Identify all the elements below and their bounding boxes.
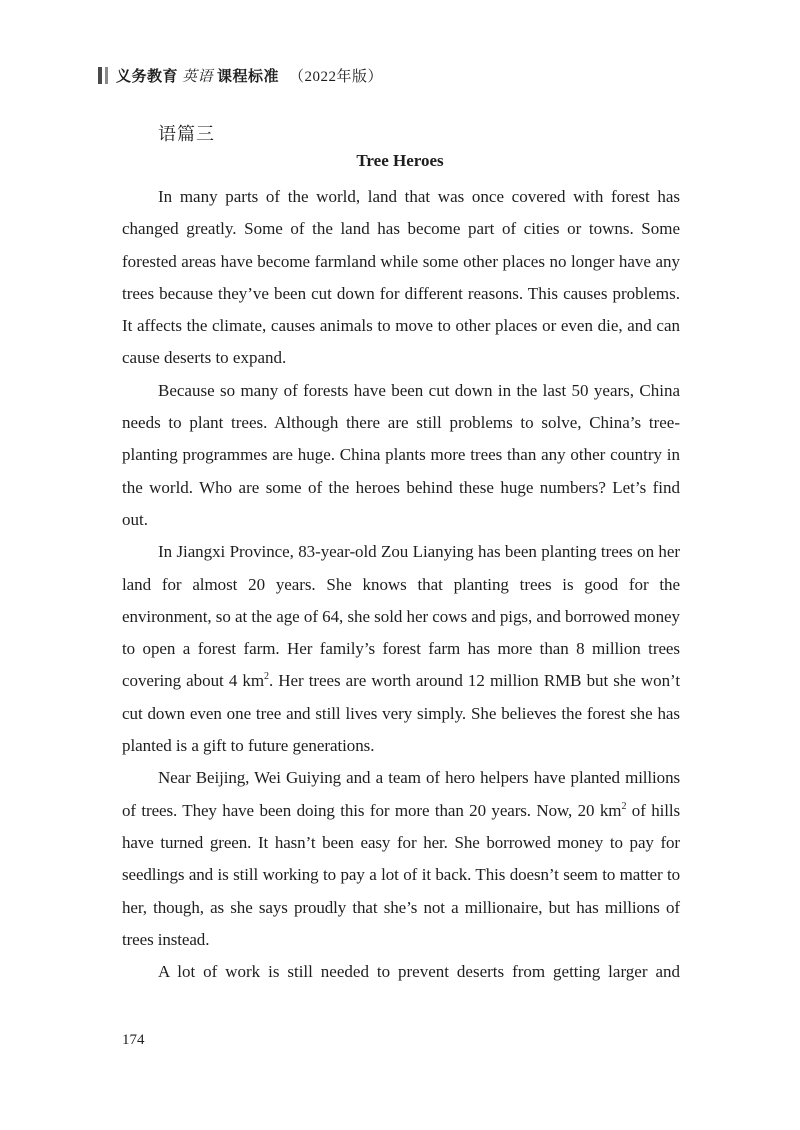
- paragraph-2: Because so many of forests have been cut down in the last 50 years, China needs to plant trees. Although there are still problems to solve, China’s tree-planting programmes are huge. China plants more trees than any other country in the world. Who are some of the heroes behind these huge numbers? Let’s find out.: [122, 380, 680, 529]
- page-number: 174: [122, 1032, 145, 1048]
- passage-label: 语篇三: [158, 124, 215, 144]
- header-edition: （2022年版）: [289, 68, 384, 85]
- header-bars-decoration: [98, 67, 108, 84]
- paragraph-4-superscript: 2: [621, 800, 627, 812]
- header-subject: 英语: [182, 68, 214, 85]
- paragraph-4: [122, 762, 680, 956]
- paragraph-3-before: In Jiangxi Province, 83-year-old Zou Lianying has been planting trees on her land for almost 20 years. She knows that planting trees is good for the environment, so at the age of 64, she sold her cows and pigs, and borrowed money to open a forest farm. Her family’s forest farm has more than 8 million trees covering about 4 km: [122, 542, 680, 691]
- paragraph-3-after: . Her trees are worth around 12 million RMB but she won’t cut down even one tree and still lives very simply. She believes the forest she has planted is a gift to future generations.: [122, 671, 680, 756]
- paragraph-4-before: Near Beijing, Wei Guiying and a team of hero helpers have planted millions of trees. They have been doing this for more than 20 years. Now, 20 km: [122, 768, 680, 820]
- header-series: 义务教育: [116, 68, 179, 85]
- running-header: [98, 64, 383, 86]
- paragraph-4-after: of hills have turned green. It hasn’t been easy for her. She borrowed money to pay for seedlings and is still working to pay a lot of it back. This doesn’t seem to matter to her, though, as she says proudly that she’s not a millionaire, but has millions of trees instead.: [122, 800, 681, 949]
- paragraph-1: In many parts of the world, land that was once covered with forest has changed greatly. Some of the land has become part of cities or towns. Some forested areas have become farmland while some other places no longer have any trees because they’ve been cut down for different reasons. This causes problems. It affects the climate, causes animals to move to other places or even die, and can cause deserts to expand.: [122, 187, 680, 368]
- header-title: 课程标准: [217, 68, 280, 85]
- paragraph-3-superscript: 2: [264, 671, 269, 683]
- paragraph-5: A lot of work is still needed to prevent deserts from getting larger and: [158, 962, 680, 982]
- paragraph-3: [122, 536, 680, 762]
- article-title: Tree Heroes: [356, 151, 444, 170]
- article-body: [122, 181, 680, 988]
